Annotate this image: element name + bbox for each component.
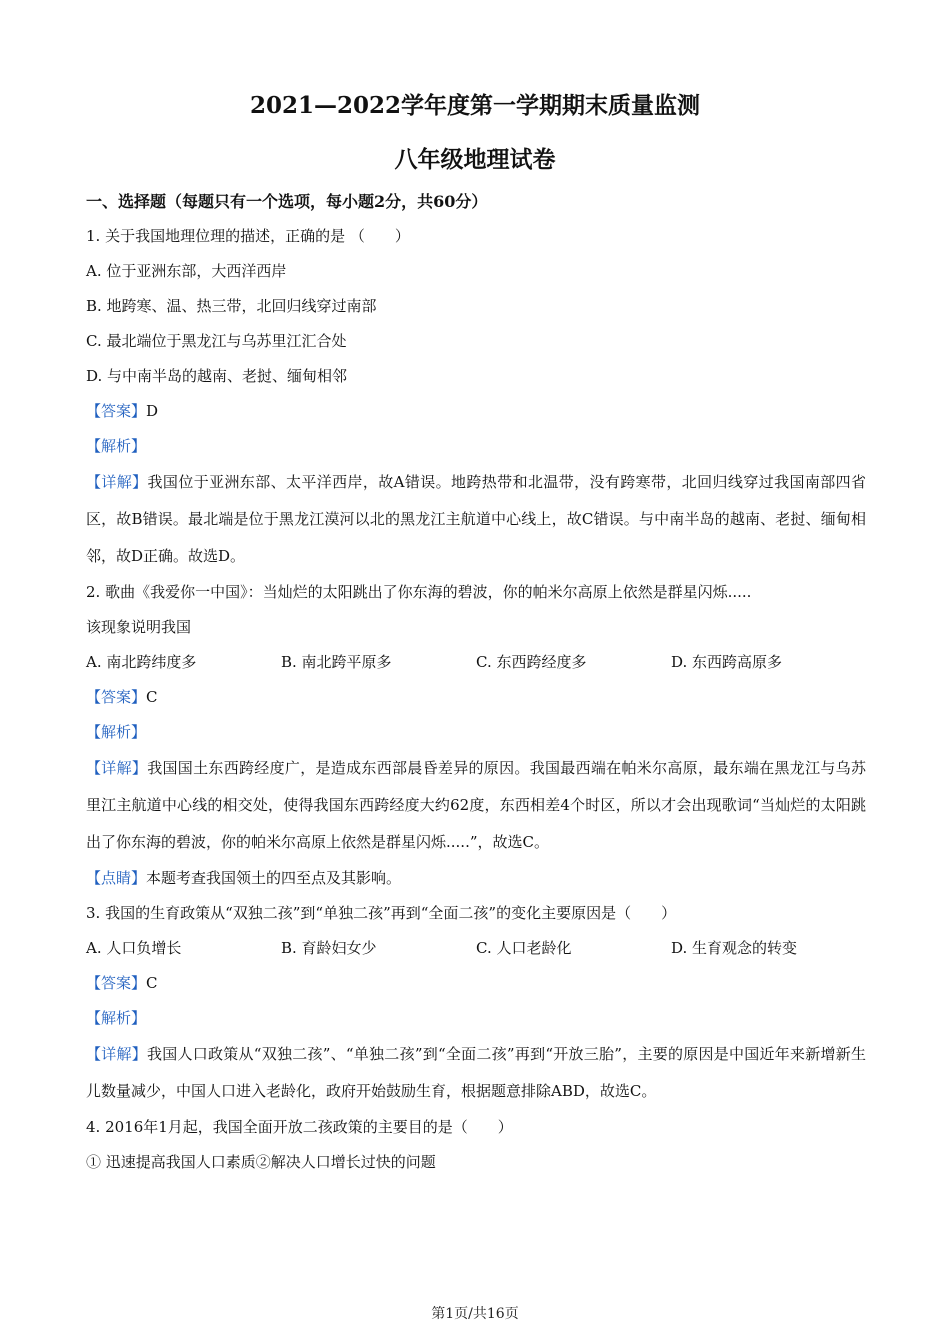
detail-tag: 【详解】 [86, 1045, 148, 1063]
comment-text: 本题考查我国领土的四至点及其影响。 [146, 869, 402, 887]
question-2-comment [86, 861, 866, 896]
question-3-option-a: A. 人口负增长 [86, 939, 182, 957]
page-footer: 第1页/共16页 [431, 1306, 519, 1322]
question-1-option-b: B. 地跨寒、温、热三带，北回归线穿过南部 [86, 297, 377, 315]
question-1-option-d: D. 与中南半岛的越南、老挝、缅甸相邻 [86, 367, 348, 385]
question-2-option-a: A. 南北跨纬度多 [86, 653, 197, 671]
question-2-stem-line1: 2. 歌曲《我爱你一中国》：当灿烂的太阳跳出了你东海的碧波，你的帕米尔高原上依然是群星闪烁..... [86, 583, 752, 601]
question-3-option-d: D. 生育观念的转变 [671, 939, 798, 957]
question-4-statements: ① 迅速提高我国人口素质②解决人口增长过快的问题 [86, 1153, 436, 1171]
question-2-detail [86, 750, 866, 861]
detail-tag: 【详解】 [86, 759, 148, 777]
question-3-options [86, 931, 866, 966]
question-2-option-d: D. 东西跨高原多 [671, 653, 783, 671]
question-1-option-a: A. 位于亚洲东部，大西洋西岸 [86, 262, 287, 280]
detail-text: 我国位于亚洲东部、太平洋西岸，故A错误。地跨热带和北温带，没有跨寒带，北回归线穿过我国南部四省区，故B错误。最北端是位于黑龙江漠河以北的黑龙江主航道中心线上，故C错误。与中南半岛的越南、老挝、缅甸相邻，故D正确。故选D。 [86, 473, 866, 565]
question-2-options [86, 645, 866, 680]
exam-title: 2021—2022学年度第一学期期末质量监测 [249, 92, 701, 119]
question-3-option-c: C. 人口老龄化 [476, 939, 572, 957]
question-3-stem: 3. 我国的生育政策从“双独二孩”到“单独二孩”再到“全面二孩”的变化主要原因是（ ） [86, 904, 677, 922]
question-2-option-b: B. 南北跨平原多 [281, 653, 392, 671]
detail-tag: 【详解】 [86, 473, 148, 491]
question-3-answer [86, 966, 866, 1001]
question-2-stem-line2: 该现象说明我国 [86, 618, 192, 636]
answer-value: C [146, 974, 158, 992]
question-2-option-c: C. 东西跨经度多 [476, 653, 587, 671]
answer-value: D [146, 402, 159, 420]
answer-tag: 【答案】 [86, 402, 147, 420]
exam-content [86, 184, 866, 1180]
question-1-analysis-tag: 【解析】 [86, 437, 147, 455]
question-2-answer [86, 680, 866, 715]
question-4-stem: 4. 2016年1月起，我国全面开放二孩政策的主要目的是（ ） [86, 1118, 513, 1136]
question-1-stem: 1. 关于我国地理位理的描述，正确的是 （ ） [86, 227, 410, 245]
exam-subtitle: 八年级地理试卷 [394, 146, 556, 173]
comment-tag: 【点睛】 [86, 869, 147, 887]
question-3-analysis-tag: 【解析】 [86, 1009, 147, 1027]
question-1-answer [86, 394, 866, 429]
question-3-option-b: B. 育龄妇女少 [281, 939, 377, 957]
question-2-analysis-tag: 【解析】 [86, 723, 147, 741]
answer-value: C [146, 688, 158, 706]
section-title: 一、选择题（每题只有一个选项，每小题2分，共60分） [86, 192, 488, 211]
answer-tag: 【答案】 [86, 688, 147, 706]
answer-tag: 【答案】 [86, 974, 147, 992]
question-3-detail [86, 1036, 866, 1110]
question-1-option-c: C. 最北端位于黑龙江与乌苏里江汇合处 [86, 332, 347, 350]
question-1-detail [86, 464, 866, 575]
detail-text: 我国国土东西跨经度广，是造成东西部晨昏差异的原因。我国最西端在帕米尔高原，最东端在黑龙江与乌苏里江主航道中心线的相交处，使得我国东西跨经度大约62度，东西相差4个时区，所以才会出现歌词“当灿烂的太阳跳出了你东海的碧波，你的帕米尔高原上依然是群星闪烁.....”，故选C。 [86, 759, 866, 851]
detail-text: 我国人口政策从“双独二孩”、“单独二孩”到“全面二孩”再到“开放三胎”，主要的原因是中国近年来新增新生儿数量减少，中国人口进入老龄化，政府开始鼓励生育，根据题意排除ABD，故选C。 [86, 1045, 866, 1100]
